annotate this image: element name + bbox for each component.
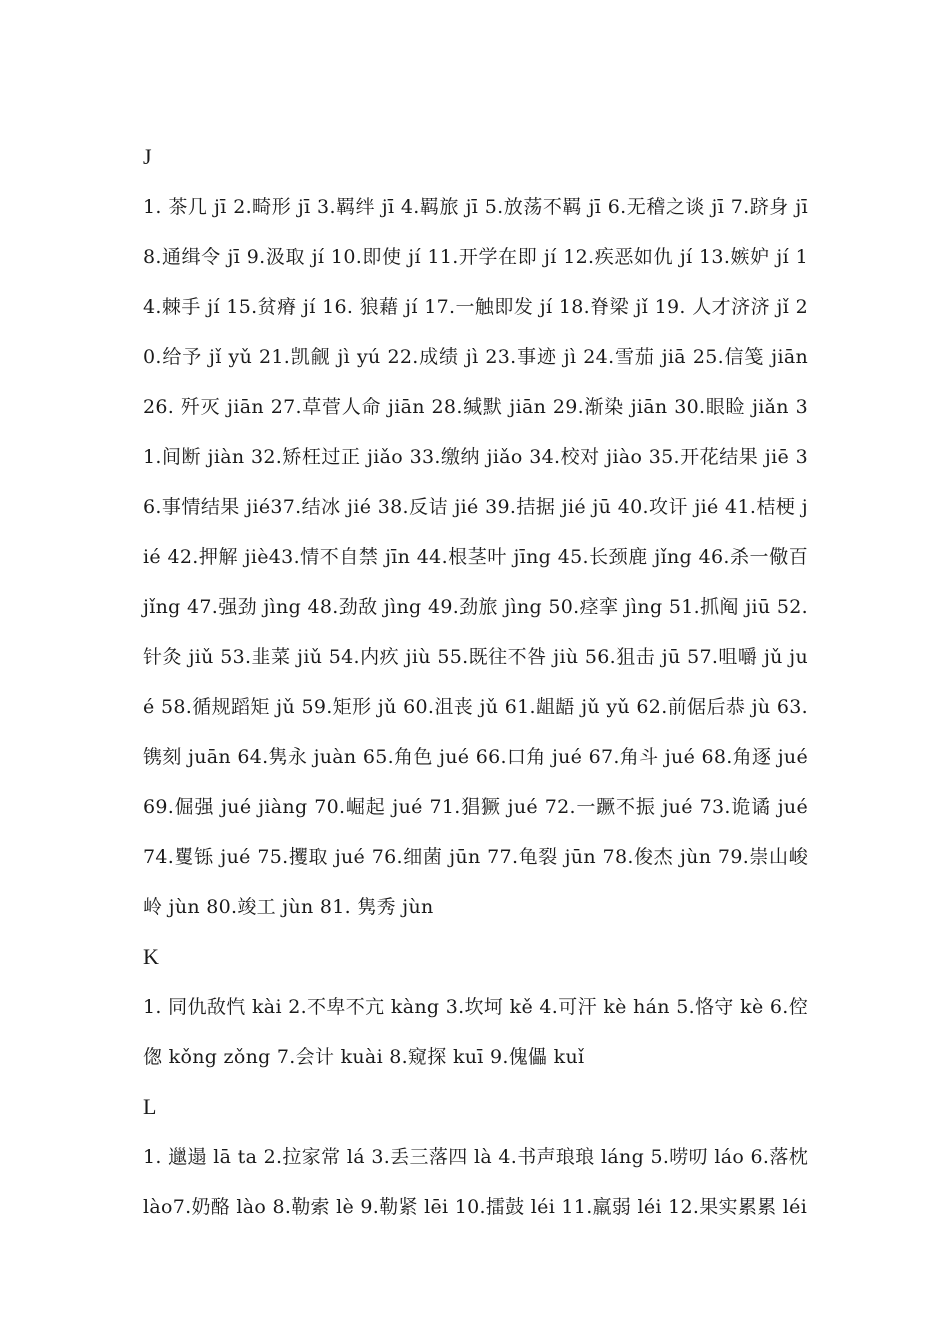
section-heading-k: K — [143, 944, 159, 969]
section-j — [143, 132, 808, 932]
section-body-k: 1. 同仇敌忾 kài 2.不卑不亢 kàng 3.坎坷 kě 4.可汗 kè hán 5.恪守 kè 6.倥偬 kǒng zǒng 7.会计 kuài 8.窥探 kuī 9.傀儡 kuǐ — [143, 996, 808, 1068]
section-heading-j: J — [143, 144, 152, 169]
section-body-l: 1. 邋遢 lā ta 2.拉家常 lá 3.丢三落四 là 4.书声琅琅 láng 5.唠叨 láo 6.落枕 lào7.奶酪 lào 8.勒索 lè 9.勒紧 lēi 10.擂鼓 léi 11.羸弱 léi 12.果实累累 léi — [143, 1146, 808, 1218]
section-heading-l: L — [143, 1094, 157, 1119]
document-page — [143, 132, 808, 1232]
section-l — [143, 1082, 808, 1232]
section-k — [143, 932, 808, 1082]
section-body-j: 1. 茶几 jī 2.畸形 jī 3.羁绊 jī 4.羁旅 jī 5.放荡不羁 jī 6.无稽之谈 jī 7.跻身 jī 8.通缉令 jī 9.汲取 jí 10.即使 jí 11.开学在即 jí 12.疾恶如仇 jí 13.嫉妒 jí 14.棘手 jí 15.贫瘠 jí 16. 狼藉 jí 17.一触即发 jí 18.脊梁 jǐ 19. 人才济济 jǐ 20.给予 jǐ yǔ 21.凯觎 jì yú 22.成绩 jì 23.事迹 jì 24.雪茄 jiā 25.信笺 jiān 26. 歼灭 jiān 27.草菅人命 jiān 28.缄默 jiān 29.渐染 jiān 30.眼睑 jiǎn 31.间断 jiàn 32.矫枉过正 jiǎo 33.缴纳 jiǎo 34.校对 jiào 35.开花结果 jiē 36.事情结果 jié37.结冰 jié 38.反诘 jié 39.拮据 jié jū 40.攻讦 jié 41.桔梗 jié 42.押解 jiè43.情不自禁 jīn 44.根茎叶 jīng 45.长颈鹿 jǐng 46.杀一儆百 jǐng 47.强劲 jìng 48.劲敌 jìng 49.劲旅 jìng 50.痉挛 jìng 51.抓阄 jiū 52.针灸 jiǔ 53.韭菜 jiǔ 54.内疚 jiù 55.既往不咎 jiù 56.狙击 jū 57.咀嚼 jǔ jué 58.循规蹈矩 jǔ 59.矩形 jǔ 60.沮丧 jǔ 61.龃龉 jǔ yǔ 62.前倨后恭 jù 63.镌刻 juān 64.隽永 juàn 65.角色 jué 66.口角 jué 67.角斗 jué 68.角逐 jué 69.倔强 jué jiàng 70.崛起 jué 71.猖獗 jué 72.一蹶不振 jué 73.诡谲 jué 74.矍铄 jué 75.攫取 jué 76.细菌 jūn 77.龟裂 jūn 78.俊杰 jùn 79.崇山峻岭 jùn 80.竣工 jùn 81. 隽秀 jùn — [143, 196, 808, 918]
